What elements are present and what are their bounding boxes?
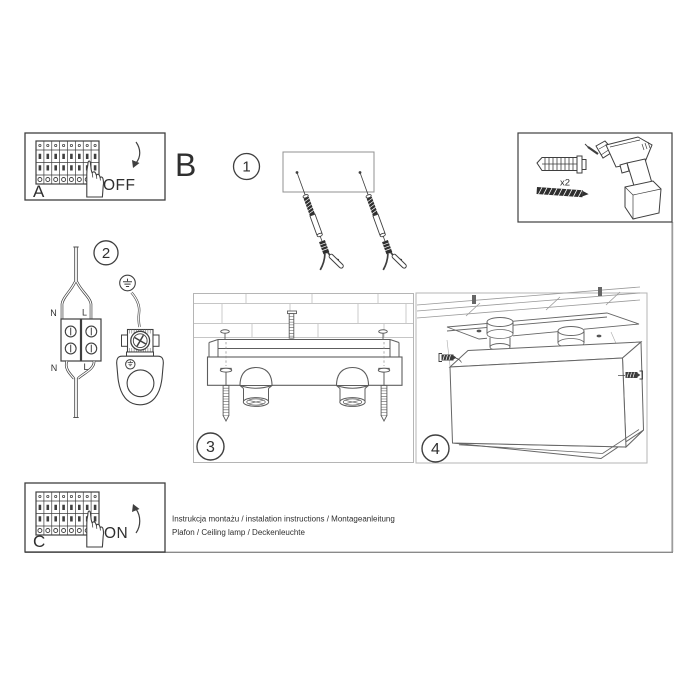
quantity-label: x2 [560, 177, 571, 189]
wire-label-l-bottom: L [83, 362, 89, 372]
step-4-panel [416, 287, 647, 463]
terminal-block-figure [61, 319, 101, 361]
step-1-number: 1 [242, 158, 251, 176]
step-3-panel [194, 294, 414, 463]
panel-c-switch-on [25, 483, 165, 552]
footer-line-2: Plafon / Ceiling lamp / Deckenleuchte [172, 528, 305, 537]
lamp-body-figure [208, 357, 403, 385]
spotlight-iso-figure [487, 318, 513, 351]
wall-plug-icon [537, 156, 586, 173]
on-label: ON [104, 525, 129, 542]
lamp-box-figure [450, 342, 644, 459]
wire-label-n-top: N [50, 308, 57, 318]
step-3-number: 3 [206, 439, 215, 456]
panel-a-switch-off [25, 133, 165, 201]
wire-label-n-bottom: N [50, 363, 58, 373]
panel-a-label: A [33, 182, 45, 201]
footer-line-1: Instrukcja montażu / instalation instructions / Montageanleitung [172, 514, 395, 524]
wire-label-l-top: L [81, 307, 88, 318]
section-b-label: B [175, 147, 197, 183]
off-label: OFF [103, 177, 136, 194]
panel-c-label: C [33, 532, 46, 551]
step-4-number: 4 [431, 441, 440, 458]
parts-box [518, 133, 672, 222]
ground-terminal-figure [117, 330, 164, 405]
step-2-number: 2 [101, 245, 111, 262]
